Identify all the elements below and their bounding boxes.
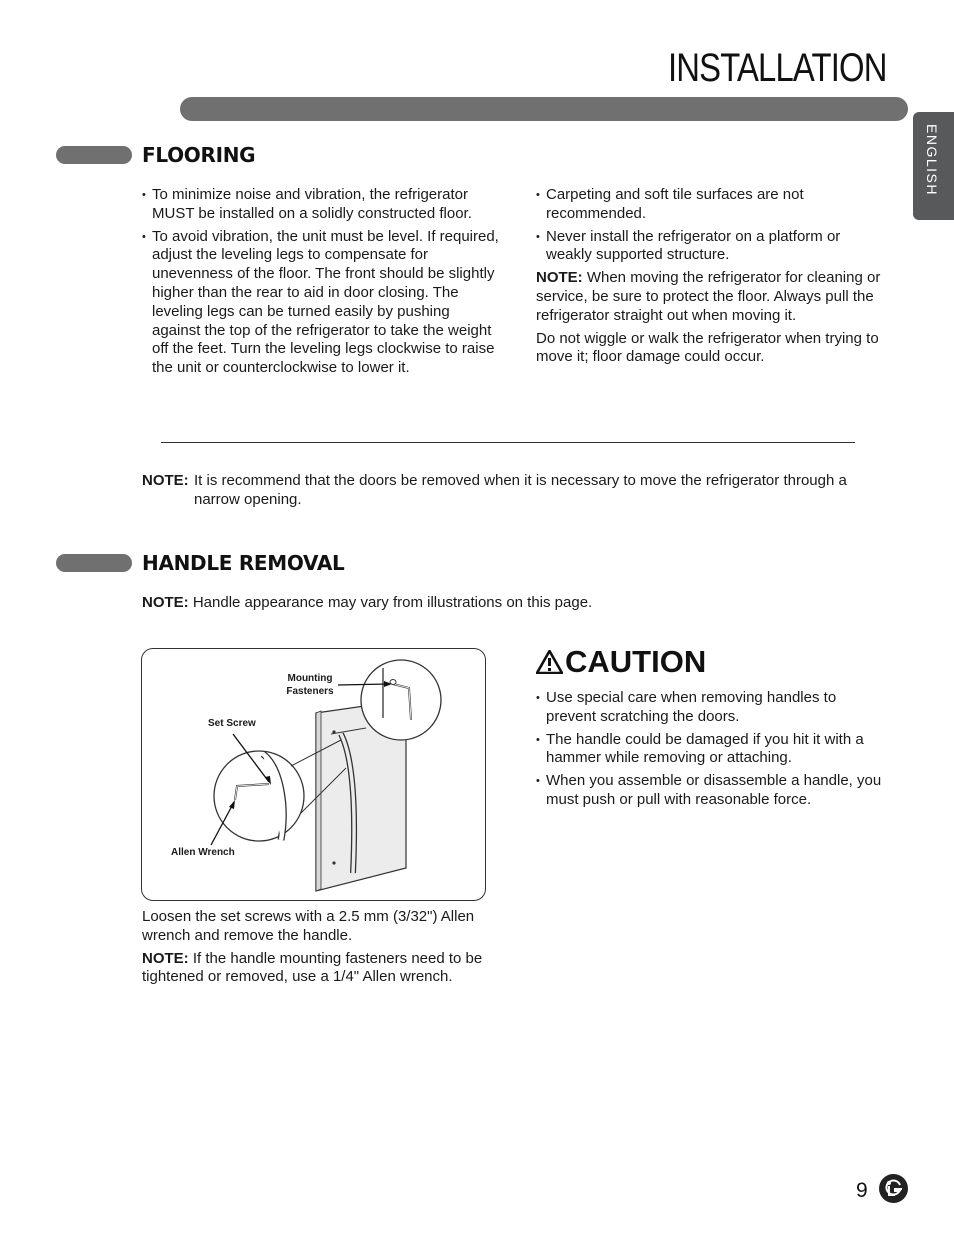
label-set-screw: Set Screw [208,718,256,729]
flooring-heading: FLOORING [142,143,256,167]
caution-heading [536,644,706,680]
flooring-bullet: • To minimize noise and vibration, the refrigerator MUST be installed on a solidly constructed floor. [142,186,502,224]
flooring-bullet: • Carpeting and soft tile surfaces are not recommended. [536,186,882,224]
language-tab-label: ENGLISH [924,124,940,196]
language-tab [913,112,954,220]
handle-removal-heading: HANDLE REMOVAL [142,551,345,575]
note-label: NOTE: [142,472,189,489]
page-title: INSTALLATION [668,46,887,90]
flooring-bullet: • Never install the refrigerator on a platform or weakly supported structure. [536,228,882,266]
caution-bullet: • The handle could be damaged if you hit it with a hammer while removing or attaching. [536,731,882,769]
note-label: NOTE: [536,269,583,287]
label-mounting-fasteners [278,672,342,698]
handle-note [142,594,882,613]
caption-note [142,950,487,988]
detail-circle-set-screw [214,751,304,841]
caution-bullet: • Use special care when removing handles to prevent scratching the doors. [536,689,882,727]
flooring-bullet: • To avoid vibration, the unit must be level. If required, adjust the leveling legs to compensate for unevenness of the floor. The front should be slightly higher than the rear to aid in door closing. The leveling legs can be turned easily by pushing against the top of the refrigerator to take the weight off the feet. Turn the leveling legs clockwise to raise the unit or counterclockwise to lower it. [142,228,502,378]
note-label: NOTE: [142,594,189,611]
caution-list [536,689,882,814]
note-text: If the handle mounting fasteners need to be tightened or removed, use a 1/4" Allen wrench. [142,949,483,986]
warning-triangle-icon [536,650,563,674]
flooring-left-column [142,186,502,382]
note-label: NOTE: [142,949,189,967]
flooring-note [536,269,882,325]
section-marker [56,146,132,164]
handle-removal-figure [141,648,486,901]
note-text: Handle appearance may vary from illustrations on this page. [188,594,593,611]
note-text: When moving the refrigerator for cleaning or service, be sure to protect the floor. Always pull the refrigerator straight out when moving it. [536,269,881,324]
figure-caption [142,908,487,991]
page-number: 9 [856,1179,868,1202]
label-line: Mounting [287,673,333,684]
note-text: It is recommend that the doors be removed when it is necessary to move the refrigerator through a narrow opening. [194,472,847,508]
detail-circle-fasteners [361,660,441,740]
title-bar [180,97,908,121]
flooring-right-column [536,186,882,371]
section-marker [56,554,132,572]
doors-note [142,472,882,510]
label-allen-wrench: Allen Wrench [171,847,235,858]
flooring-extra-paragraph: Do not wiggle or walk the refrigerator when trying to move it; floor damage could occur. [536,329,879,366]
caption-paragraph: Loosen the set screws with a 2.5 mm (3/32") Allen wrench and remove the handle. [142,908,475,944]
divider [161,442,855,443]
caution-title: CAUTION [565,644,707,679]
lg-logo-icon [878,1173,909,1204]
label-line: Fasteners [286,686,334,697]
caution-bullet: • When you assemble or disassemble a handle, you must push or pull with reasonable force. [536,772,882,810]
